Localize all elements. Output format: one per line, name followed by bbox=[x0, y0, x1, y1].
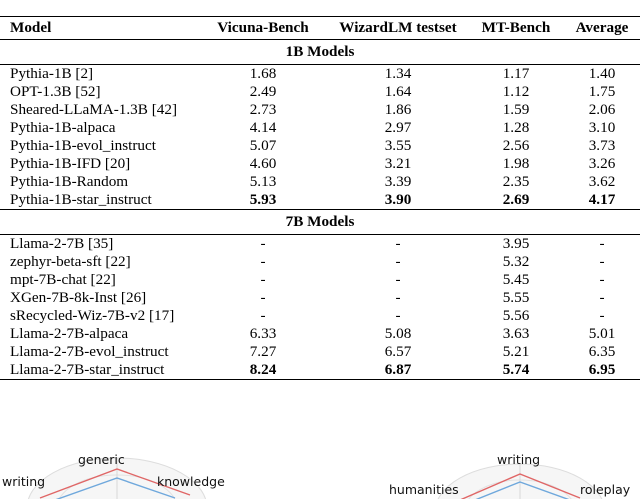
cell-wizardlm-testset: 1.64 bbox=[384, 83, 412, 100]
table-row bbox=[0, 119, 640, 137]
cell-average: 6.35 bbox=[588, 343, 616, 360]
cell-model: OPT-1.3B [52] bbox=[10, 83, 101, 100]
cell-wizardlm-testset: - bbox=[395, 307, 401, 324]
cell-wizardlm-testset: 3.21 bbox=[384, 155, 412, 172]
radar-chart-left bbox=[0, 440, 260, 499]
cell-mt-bench: 5.32 bbox=[502, 253, 530, 270]
table-row bbox=[0, 155, 640, 173]
cell-wizardlm-testset: 6.57 bbox=[384, 343, 412, 360]
cell-vicuna-bench: 5.07 bbox=[249, 137, 277, 154]
cell-model: zephyr-beta-sft [22] bbox=[10, 253, 131, 270]
cell-mt-bench: 5.21 bbox=[502, 343, 530, 360]
cell-vicuna-bench: 4.60 bbox=[249, 155, 277, 172]
cell-average: 3.62 bbox=[588, 173, 616, 190]
table-row bbox=[0, 271, 640, 289]
cell-average: - bbox=[599, 307, 605, 324]
table-row bbox=[0, 65, 640, 84]
cell-mt-bench: 2.56 bbox=[502, 137, 530, 154]
radar-left-label-generic: generic bbox=[78, 452, 125, 467]
cell-mt-bench: 5.74 bbox=[502, 361, 530, 378]
radar-right-label-humanities: humanities bbox=[389, 482, 459, 497]
header-vicuna-bench: Vicuna-Bench bbox=[217, 19, 309, 36]
table-row bbox=[0, 235, 640, 254]
cell-vicuna-bench: 5.93 bbox=[249, 191, 277, 208]
cell-wizardlm-testset: - bbox=[395, 289, 401, 306]
cell-wizardlm-testset: 5.08 bbox=[384, 325, 412, 342]
cell-wizardlm-testset: - bbox=[395, 253, 401, 270]
cell-average: 1.40 bbox=[588, 65, 616, 82]
cell-vicuna-bench: 2.73 bbox=[249, 101, 277, 118]
radar-right-label-roleplay: roleplay bbox=[580, 482, 631, 497]
cell-model: XGen-7B-8k-Inst [26] bbox=[10, 289, 147, 306]
cell-wizardlm-testset: - bbox=[395, 271, 401, 288]
cell-vicuna-bench: - bbox=[260, 271, 266, 288]
cell-mt-bench: 3.95 bbox=[502, 235, 530, 252]
table-row bbox=[0, 101, 640, 119]
section-title: 7B Models bbox=[285, 213, 355, 230]
cell-mt-bench: 2.69 bbox=[502, 191, 530, 208]
cell-model: Pythia-1B-IFD [20] bbox=[10, 155, 131, 172]
cell-model: Pythia-1B-star_instruct bbox=[10, 191, 152, 208]
cell-model: Llama-2-7B-star_instruct bbox=[10, 361, 165, 378]
cell-vicuna-bench: - bbox=[260, 307, 266, 324]
cell-mt-bench: 5.45 bbox=[502, 271, 530, 288]
cell-average: 3.73 bbox=[588, 137, 616, 154]
cell-mt-bench: 2.35 bbox=[502, 173, 530, 190]
radar-right-label-writing: writing bbox=[497, 452, 541, 467]
cell-vicuna-bench: 6.33 bbox=[249, 325, 277, 342]
table-row bbox=[0, 83, 640, 101]
header-average: Average bbox=[575, 19, 629, 36]
section-title: 1B Models bbox=[285, 43, 355, 60]
cell-wizardlm-testset: - bbox=[395, 235, 401, 252]
table-row bbox=[0, 307, 640, 325]
cell-model: sRecycled-Wiz-7B-v2 [17] bbox=[10, 307, 175, 324]
cell-model: Pythia-1B-Random bbox=[10, 173, 129, 190]
cell-average: 3.10 bbox=[588, 119, 616, 136]
cell-mt-bench: 1.59 bbox=[502, 101, 530, 118]
cell-average: 3.26 bbox=[588, 155, 616, 172]
cell-model: Sheared-LLaMA-1.3B [42] bbox=[10, 101, 178, 118]
cell-wizardlm-testset: 3.90 bbox=[384, 191, 412, 208]
table-row bbox=[0, 191, 640, 210]
table-body bbox=[0, 40, 640, 380]
cell-vicuna-bench: 1.68 bbox=[249, 65, 277, 82]
table-row bbox=[0, 343, 640, 361]
radar-chart-right bbox=[370, 440, 640, 499]
cell-average: 1.75 bbox=[588, 83, 616, 100]
cell-mt-bench: 3.63 bbox=[502, 325, 530, 342]
cell-average: - bbox=[599, 253, 605, 270]
radar-left-graphic bbox=[0, 440, 260, 499]
cell-model: Llama-2-7B-alpaca bbox=[10, 325, 129, 342]
cell-average: 6.95 bbox=[588, 361, 616, 378]
cell-vicuna-bench: 8.24 bbox=[249, 361, 277, 378]
cell-average: - bbox=[599, 271, 605, 288]
cell-vicuna-bench: 2.49 bbox=[249, 83, 277, 100]
cell-mt-bench: 1.28 bbox=[502, 119, 530, 136]
cell-model: mpt-7B-chat [22] bbox=[10, 271, 116, 288]
section-header-row bbox=[0, 210, 640, 235]
cell-wizardlm-testset: 1.86 bbox=[384, 101, 412, 118]
table-row bbox=[0, 173, 640, 191]
cell-vicuna-bench: 5.13 bbox=[249, 173, 277, 190]
table-header-row bbox=[0, 17, 640, 40]
cell-model: Pythia-1B [2] bbox=[10, 65, 94, 82]
cell-mt-bench: 1.98 bbox=[502, 155, 530, 172]
header-wizardlm-testset: WizardLM testset bbox=[339, 19, 457, 36]
cell-mt-bench: 1.12 bbox=[502, 83, 530, 100]
cell-vicuna-bench: - bbox=[260, 235, 266, 252]
cell-vicuna-bench: 7.27 bbox=[249, 343, 277, 360]
cell-mt-bench: 1.17 bbox=[502, 65, 530, 82]
table-row bbox=[0, 361, 640, 380]
cell-mt-bench: 5.55 bbox=[502, 289, 530, 306]
section-header-row bbox=[0, 40, 640, 65]
cell-average: 2.06 bbox=[588, 101, 616, 118]
table-row bbox=[0, 289, 640, 307]
results-table-container bbox=[0, 16, 640, 380]
cell-average: 4.17 bbox=[588, 191, 616, 208]
cell-model: Llama-2-7B [35] bbox=[10, 235, 114, 252]
radar-left-label-knowledge: knowledge bbox=[157, 474, 225, 489]
cell-vicuna-bench: 4.14 bbox=[249, 119, 277, 136]
cell-wizardlm-testset: 3.55 bbox=[384, 137, 412, 154]
cell-mt-bench: 5.56 bbox=[502, 307, 530, 324]
header-mt-bench: MT-Bench bbox=[481, 19, 551, 36]
cell-wizardlm-testset: 3.39 bbox=[384, 173, 412, 190]
cell-vicuna-bench: - bbox=[260, 253, 266, 270]
cell-model: Llama-2-7B-evol_instruct bbox=[10, 343, 169, 360]
cell-average: 5.01 bbox=[588, 325, 616, 342]
cell-wizardlm-testset: 2.97 bbox=[384, 119, 412, 136]
cell-model: Pythia-1B-alpaca bbox=[10, 119, 116, 136]
table-row bbox=[0, 325, 640, 343]
table-row bbox=[0, 137, 640, 155]
results-table bbox=[0, 16, 640, 380]
cell-wizardlm-testset: 1.34 bbox=[384, 65, 412, 82]
table-row bbox=[0, 253, 640, 271]
cell-average: - bbox=[599, 289, 605, 306]
cell-vicuna-bench: - bbox=[260, 289, 266, 306]
cell-wizardlm-testset: 6.87 bbox=[384, 361, 412, 378]
cell-model: Pythia-1B-evol_instruct bbox=[10, 137, 156, 154]
cell-average: - bbox=[599, 235, 605, 252]
header-model: Model bbox=[10, 19, 52, 36]
radar-left-label-writing: writing bbox=[2, 474, 46, 489]
